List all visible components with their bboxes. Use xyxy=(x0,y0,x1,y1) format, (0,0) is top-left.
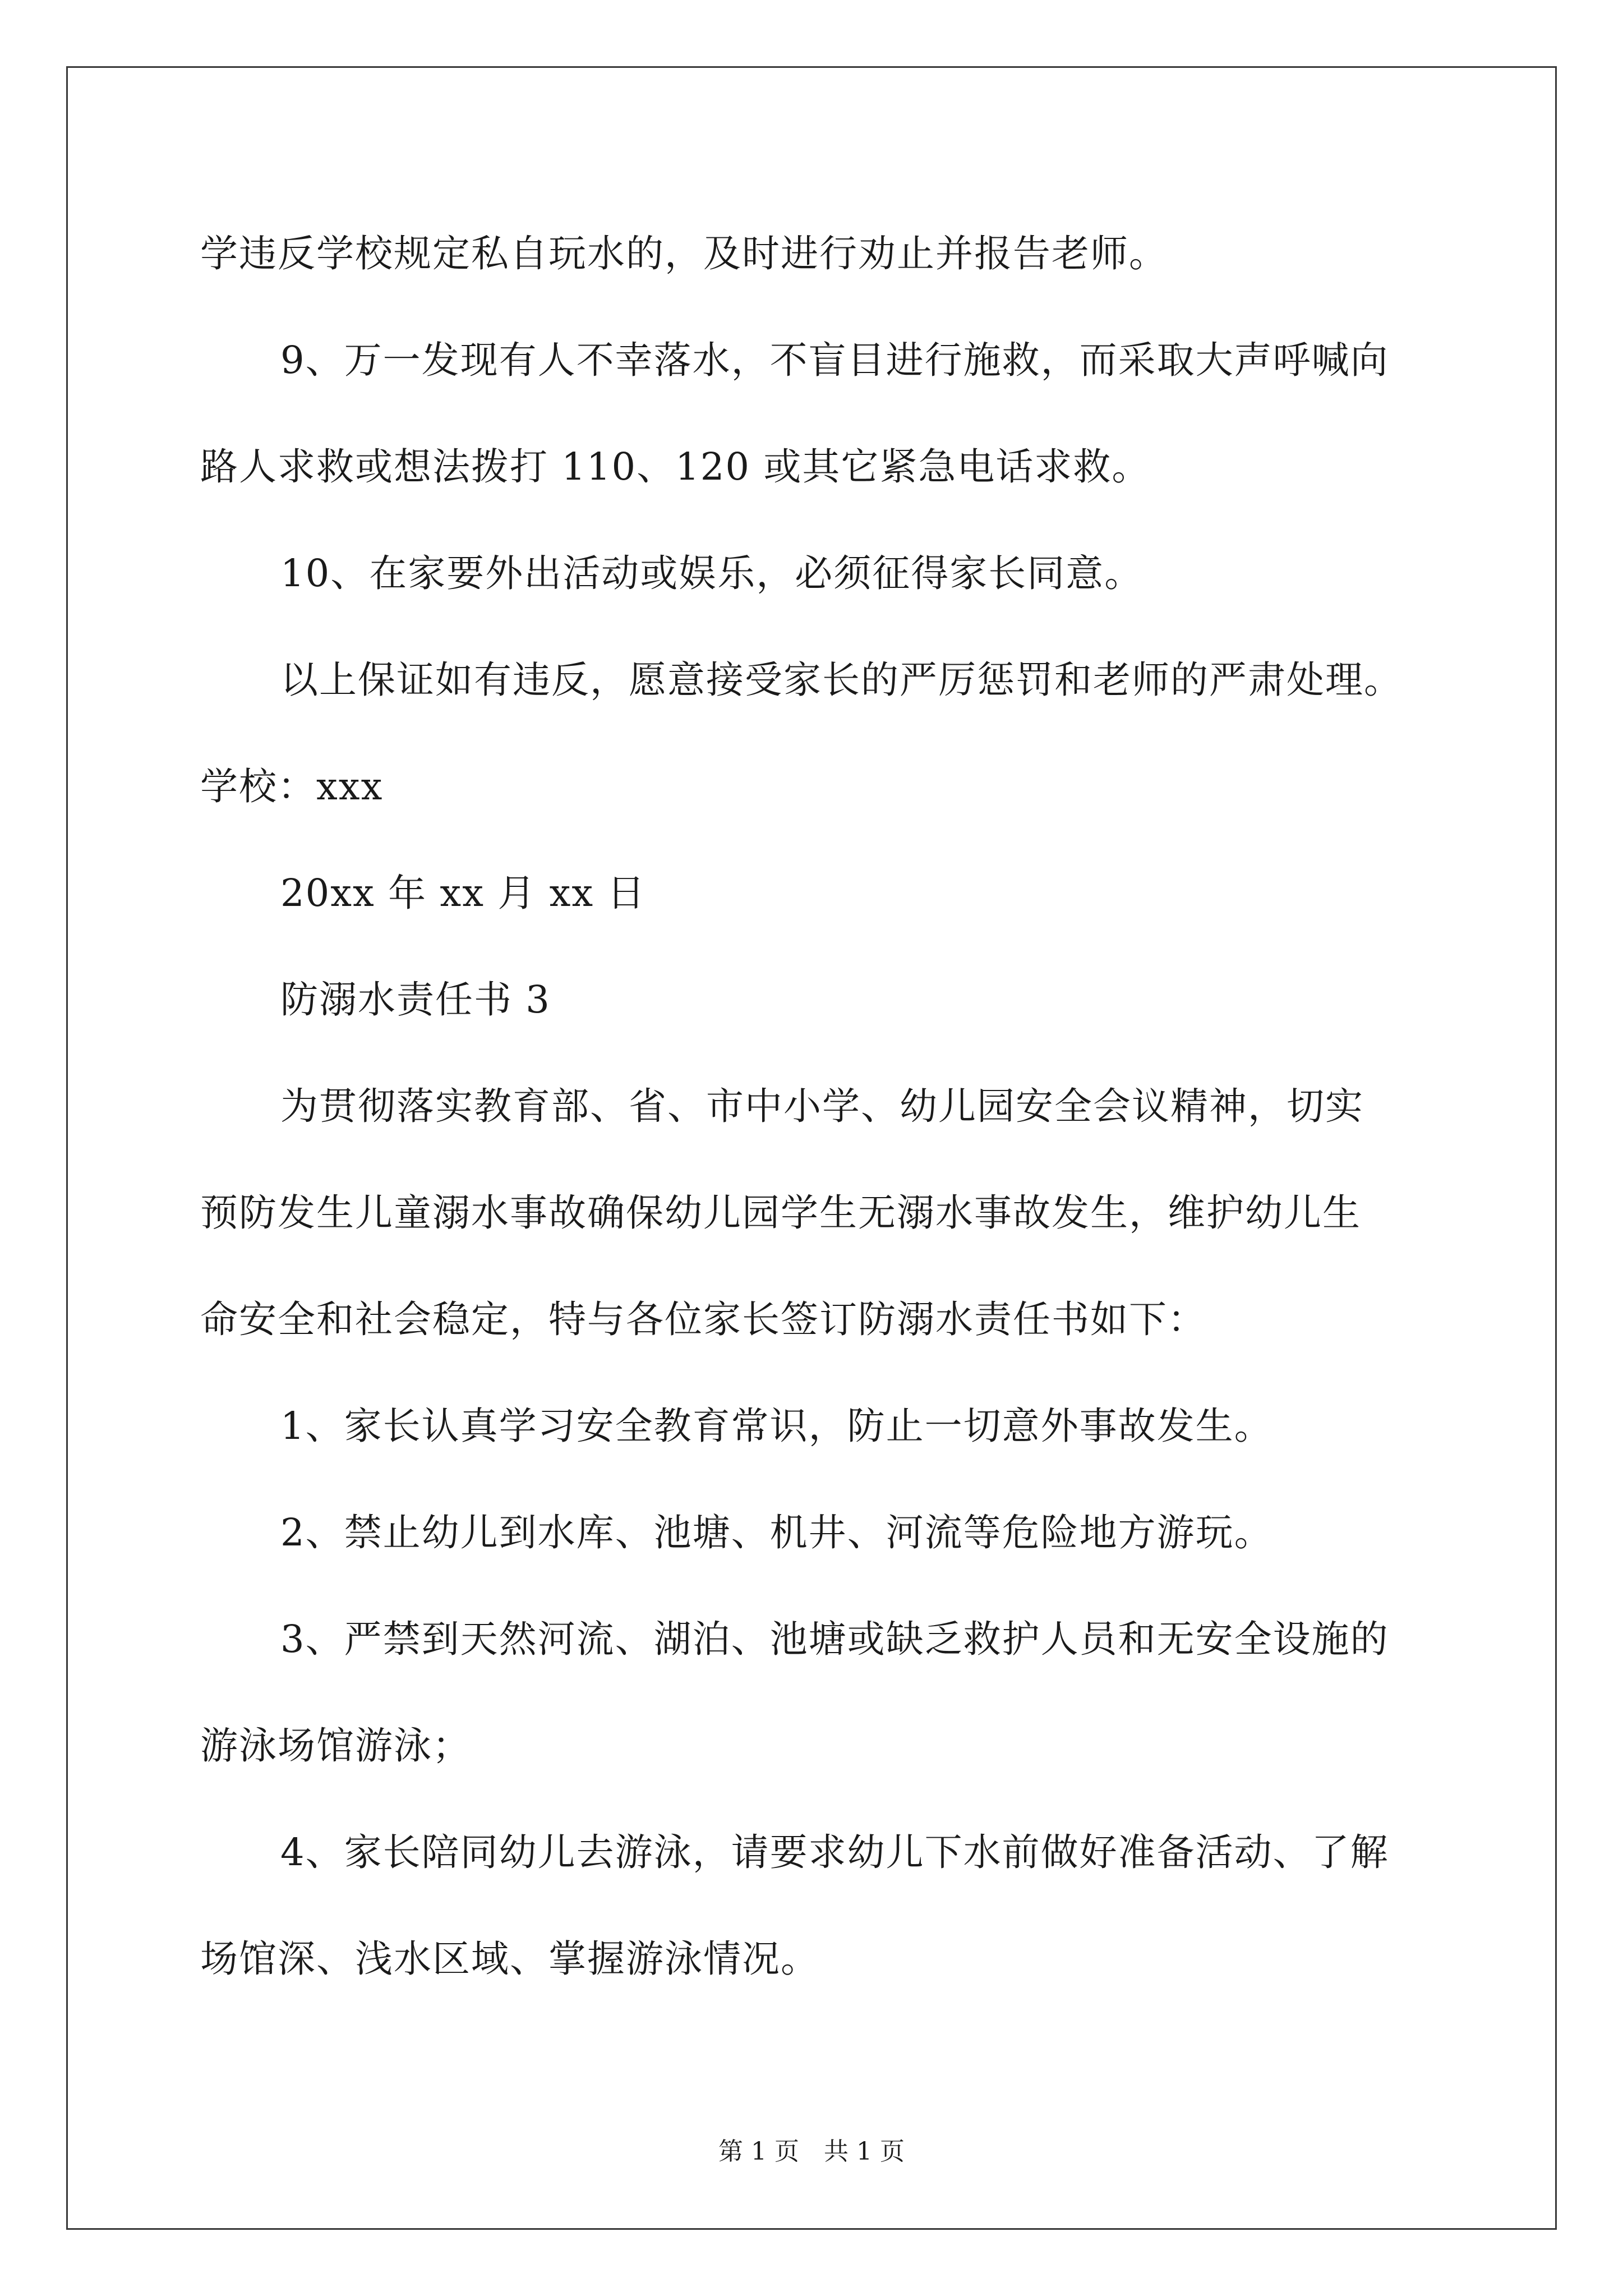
text-line: 命安全和社会稳定，特与各位家长签订防溺水责任书如下： xyxy=(200,1297,1206,1341)
text-line: 以上保证如有违反，愿意接受家长的严厉惩罚和老师的严肃处理。 xyxy=(280,658,1403,702)
text-line: 路人求救或想法拨打 110、120 或其它紧急电话求救。 xyxy=(200,445,1151,489)
school-signature: 学校：xxx xyxy=(200,765,384,808)
page-border xyxy=(66,66,1557,2230)
text-line: 4、家长陪同幼儿去游泳，请要求幼儿下水前做好准备活动、了解 xyxy=(280,1830,1389,1874)
text-line: 场馆深、浅水区域、掌握游泳情况。 xyxy=(200,1937,819,1981)
text-line: 3、严禁到天然河流、湖泊、池塘或缺乏救护人员和无安全设施的 xyxy=(280,1617,1389,1661)
section-title: 防溺水责任书 3 xyxy=(280,978,551,1022)
text-line: 学违反学校规定私自玩水的，及时进行劝止并报告老师。 xyxy=(200,232,1168,275)
text-line: 为贯彻落实教育部、省、市中小学、幼儿园安全会议精神，切实 xyxy=(280,1084,1364,1128)
text-line: 预防发生儿童溺水事故确保幼儿园学生无溺水事故发生，维护幼儿生 xyxy=(200,1191,1361,1235)
text-line: 游泳场馆游泳； xyxy=(200,1724,471,1768)
text-line: 1、家长认真学习安全教育常识，防止一切意外事故发生。 xyxy=(280,1404,1273,1448)
text-line: 9、万一发现有人不幸落水，不盲目进行施救，而采取大声呼喊向 xyxy=(280,338,1389,382)
text-line: 10、在家要外出活动或娱乐，必须征得家长同意。 xyxy=(280,551,1144,595)
page-number-footer: 第 1 页 共 1 页 xyxy=(718,2137,905,2166)
date-line: 20xx 年 xx 月 xx 日 xyxy=(280,871,646,915)
text-line: 2、禁止幼儿到水库、池塘、机井、河流等危险地方游玩。 xyxy=(280,1511,1273,1554)
